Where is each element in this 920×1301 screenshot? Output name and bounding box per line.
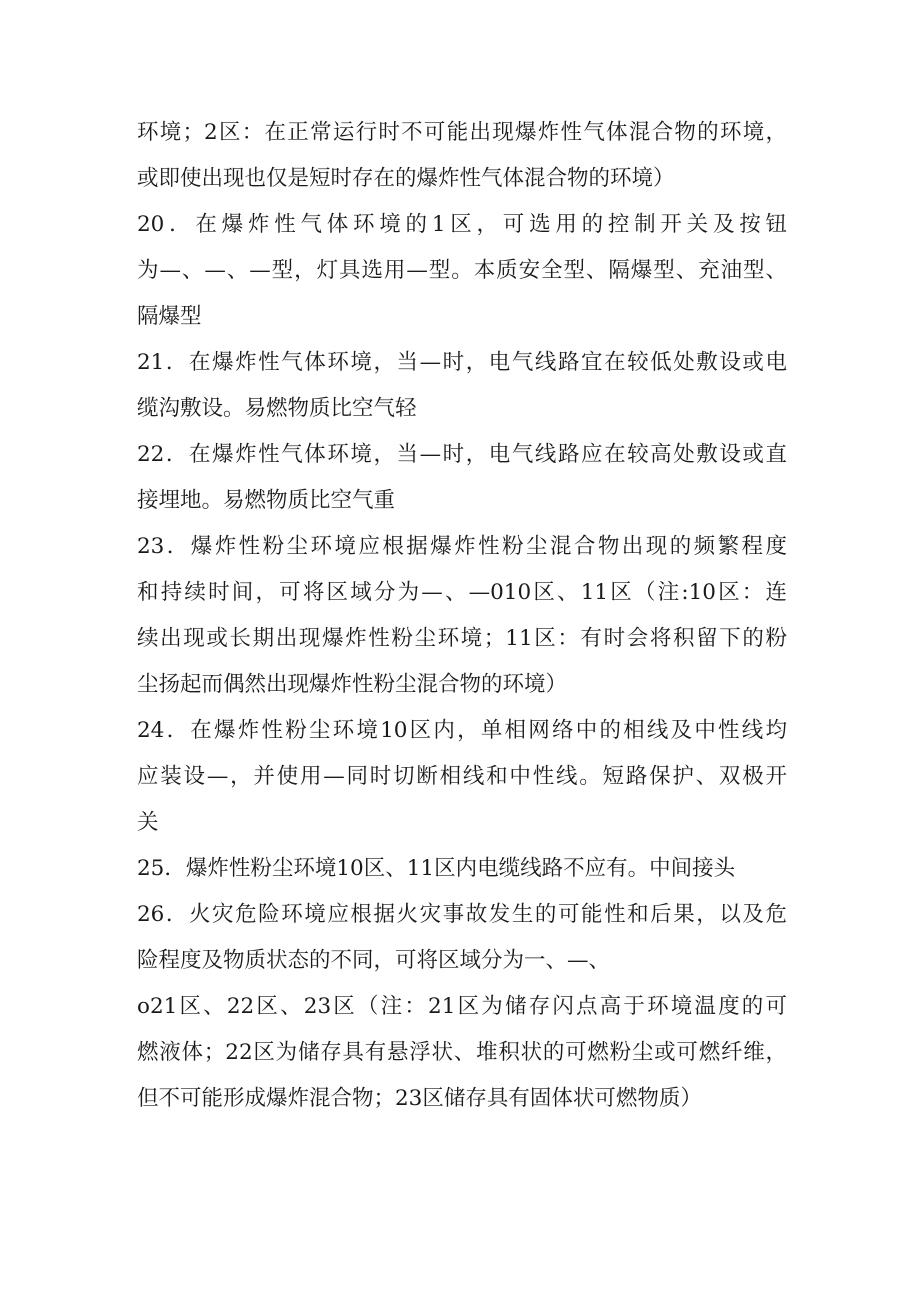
text-line: 接埋地。易燃物质比空气重 — [137, 488, 396, 513]
text-line: 21．在爆炸性气体环境，当—时，电气线路宜在较低处敷设或电 — [137, 350, 787, 375]
text-line: 应装设—，并使用—同时切断相线和中性线。短路保护、双极开 — [137, 764, 787, 789]
text-line: 24．在爆炸性粉尘环境10区内，单相网络中的相线及中性线均 — [137, 718, 787, 743]
text-line: 20．在爆炸性气体环境的1区，可选用的控制开关及按钮 — [137, 212, 787, 237]
text-line: 险程度及物质状态的不同，可将区域分为一、—、 — [137, 948, 611, 973]
text-line: 为—、—、—型，灯具选用—型。本质安全型、隔爆型、充油型、 — [137, 258, 787, 283]
text-line: 尘扬起而偶然出现爆炸性粉尘混合物的环境） — [137, 672, 568, 697]
text-line: 22．在爆炸性气体环境，当—时，电气线路应在较高处敷设或直 — [137, 442, 787, 467]
text-line: 燃液体；22区为储存具有悬浮状、堆积状的可燃粉尘或可燃纤维， — [137, 1040, 787, 1065]
text-line: 关 — [137, 810, 159, 835]
document-body — [137, 110, 787, 1122]
text-line: 续出现或长期出现爆炸性粉尘环境；11区：有时会将积留下的粉 — [137, 626, 787, 651]
text-line: o21区、22区、23区（注：21区为储存闪点高于环境温度的可 — [137, 994, 787, 1019]
text-line: 23．爆炸性粉尘环境应根据爆炸性粉尘混合物出现的频繁程度 — [137, 534, 787, 559]
text-line: 或即使出现也仅是短时存在的爆炸性气体混合物的环境） — [137, 166, 675, 191]
text-line: 25．爆炸性粉尘环境10区、11区内电缆线路不应有。中间接头 — [137, 856, 736, 881]
text-line: 环境；2区：在正常运行时不可能出现爆炸性气体混合物的环境， — [137, 120, 787, 145]
text-line: 26．火灾危险环境应根据火灾事故发生的可能性和后果，以及危 — [137, 902, 787, 927]
text-line: 但不可能形成爆炸混合物；23区储存具有固体状可燃物质） — [137, 1086, 702, 1111]
text-line: 缆沟敷设。易燃物质比空气轻 — [137, 396, 417, 421]
text-line: 和持续时间，可将区域分为—、—010区、11区（注:10区：连 — [137, 580, 787, 605]
text-line: 隔爆型 — [137, 304, 202, 329]
